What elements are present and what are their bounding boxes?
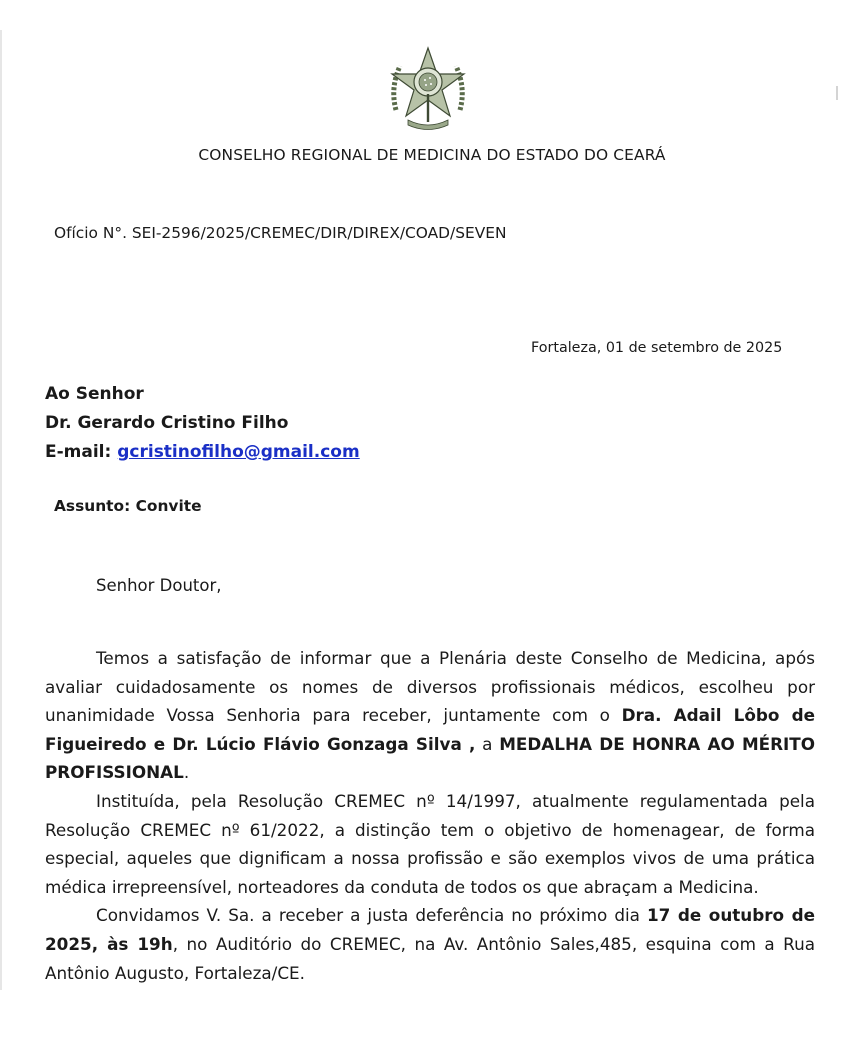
p1-text-a: Temos a satisfação de informar que a Plenária deste Conselho de Medicina, após avaliar cuidadosamente os nomes de diversos profissionais médicos, escolheu por unanimidade Vossa Senhoria para receber, juntamente com o [45, 648, 815, 726]
letter-body [45, 644, 815, 987]
organization-title: CONSELHO REGIONAL DE MEDICINA DO ESTADO DO CEARÁ [198, 146, 666, 164]
paragraph-1 [45, 644, 815, 787]
oficio-number: Ofício N°. SEI-2596/2025/CREMEC/DIR/DIREX/COAD/SEVEN [54, 224, 507, 242]
email-link[interactable]: gcristinofilho@gmail.com [117, 442, 360, 462]
recipient-email-line [45, 442, 360, 462]
event-datetime: 17 de outubro de 2025, às 19h [45, 905, 815, 954]
greeting: Senhor Doutor, [96, 576, 222, 595]
email-label: E-mail: [45, 442, 112, 462]
honorees: Dra. Adail Lôbo de Figueiredo e Dr. Lúcio Flávio Gonzaga Silva , [45, 705, 816, 754]
paragraph-2: Instituída, pela Resolução CREMEC nº 14/1997, atualmente regulamentada pela Resolução CREMEC nº 61/2022, a distinção tem o objetivo de homenagear, de forma especial, aqueles que dignificam a nossa profissão e são exemplos vivos de uma prática médica irrepreensível, norteadores da conduta de todos os que abraçam a Medicina. [45, 790, 815, 897]
recipient-name: Dr. Gerardo Cristino Filho [45, 413, 289, 433]
paragraph-3 [45, 901, 815, 987]
page-mark [836, 86, 838, 100]
p3-text-a: Convidamos V. Sa. a receber a justa deferência no próximo dia [96, 905, 647, 926]
page-edge [0, 30, 2, 990]
p1-text-c: . [183, 762, 190, 783]
recipient-salutation: Ao Senhor [45, 384, 144, 404]
place-date: Fortaleza, 01 de setembro de 2025 [531, 340, 783, 356]
brazil-coat-of-arms-icon [386, 44, 470, 132]
subject-line: Assunto: Convite [54, 497, 202, 515]
p3-text-b: , no Auditório do CREMEC, na Av. Antônio Sales,485, esquina com a Rua Antônio Augusto, Fortaleza/CE. [45, 933, 815, 983]
p1-text-b: a [475, 733, 500, 754]
medal-name: MEDALHA DE HONRA AO MÉRITO PROFISSIONAL [45, 733, 816, 783]
